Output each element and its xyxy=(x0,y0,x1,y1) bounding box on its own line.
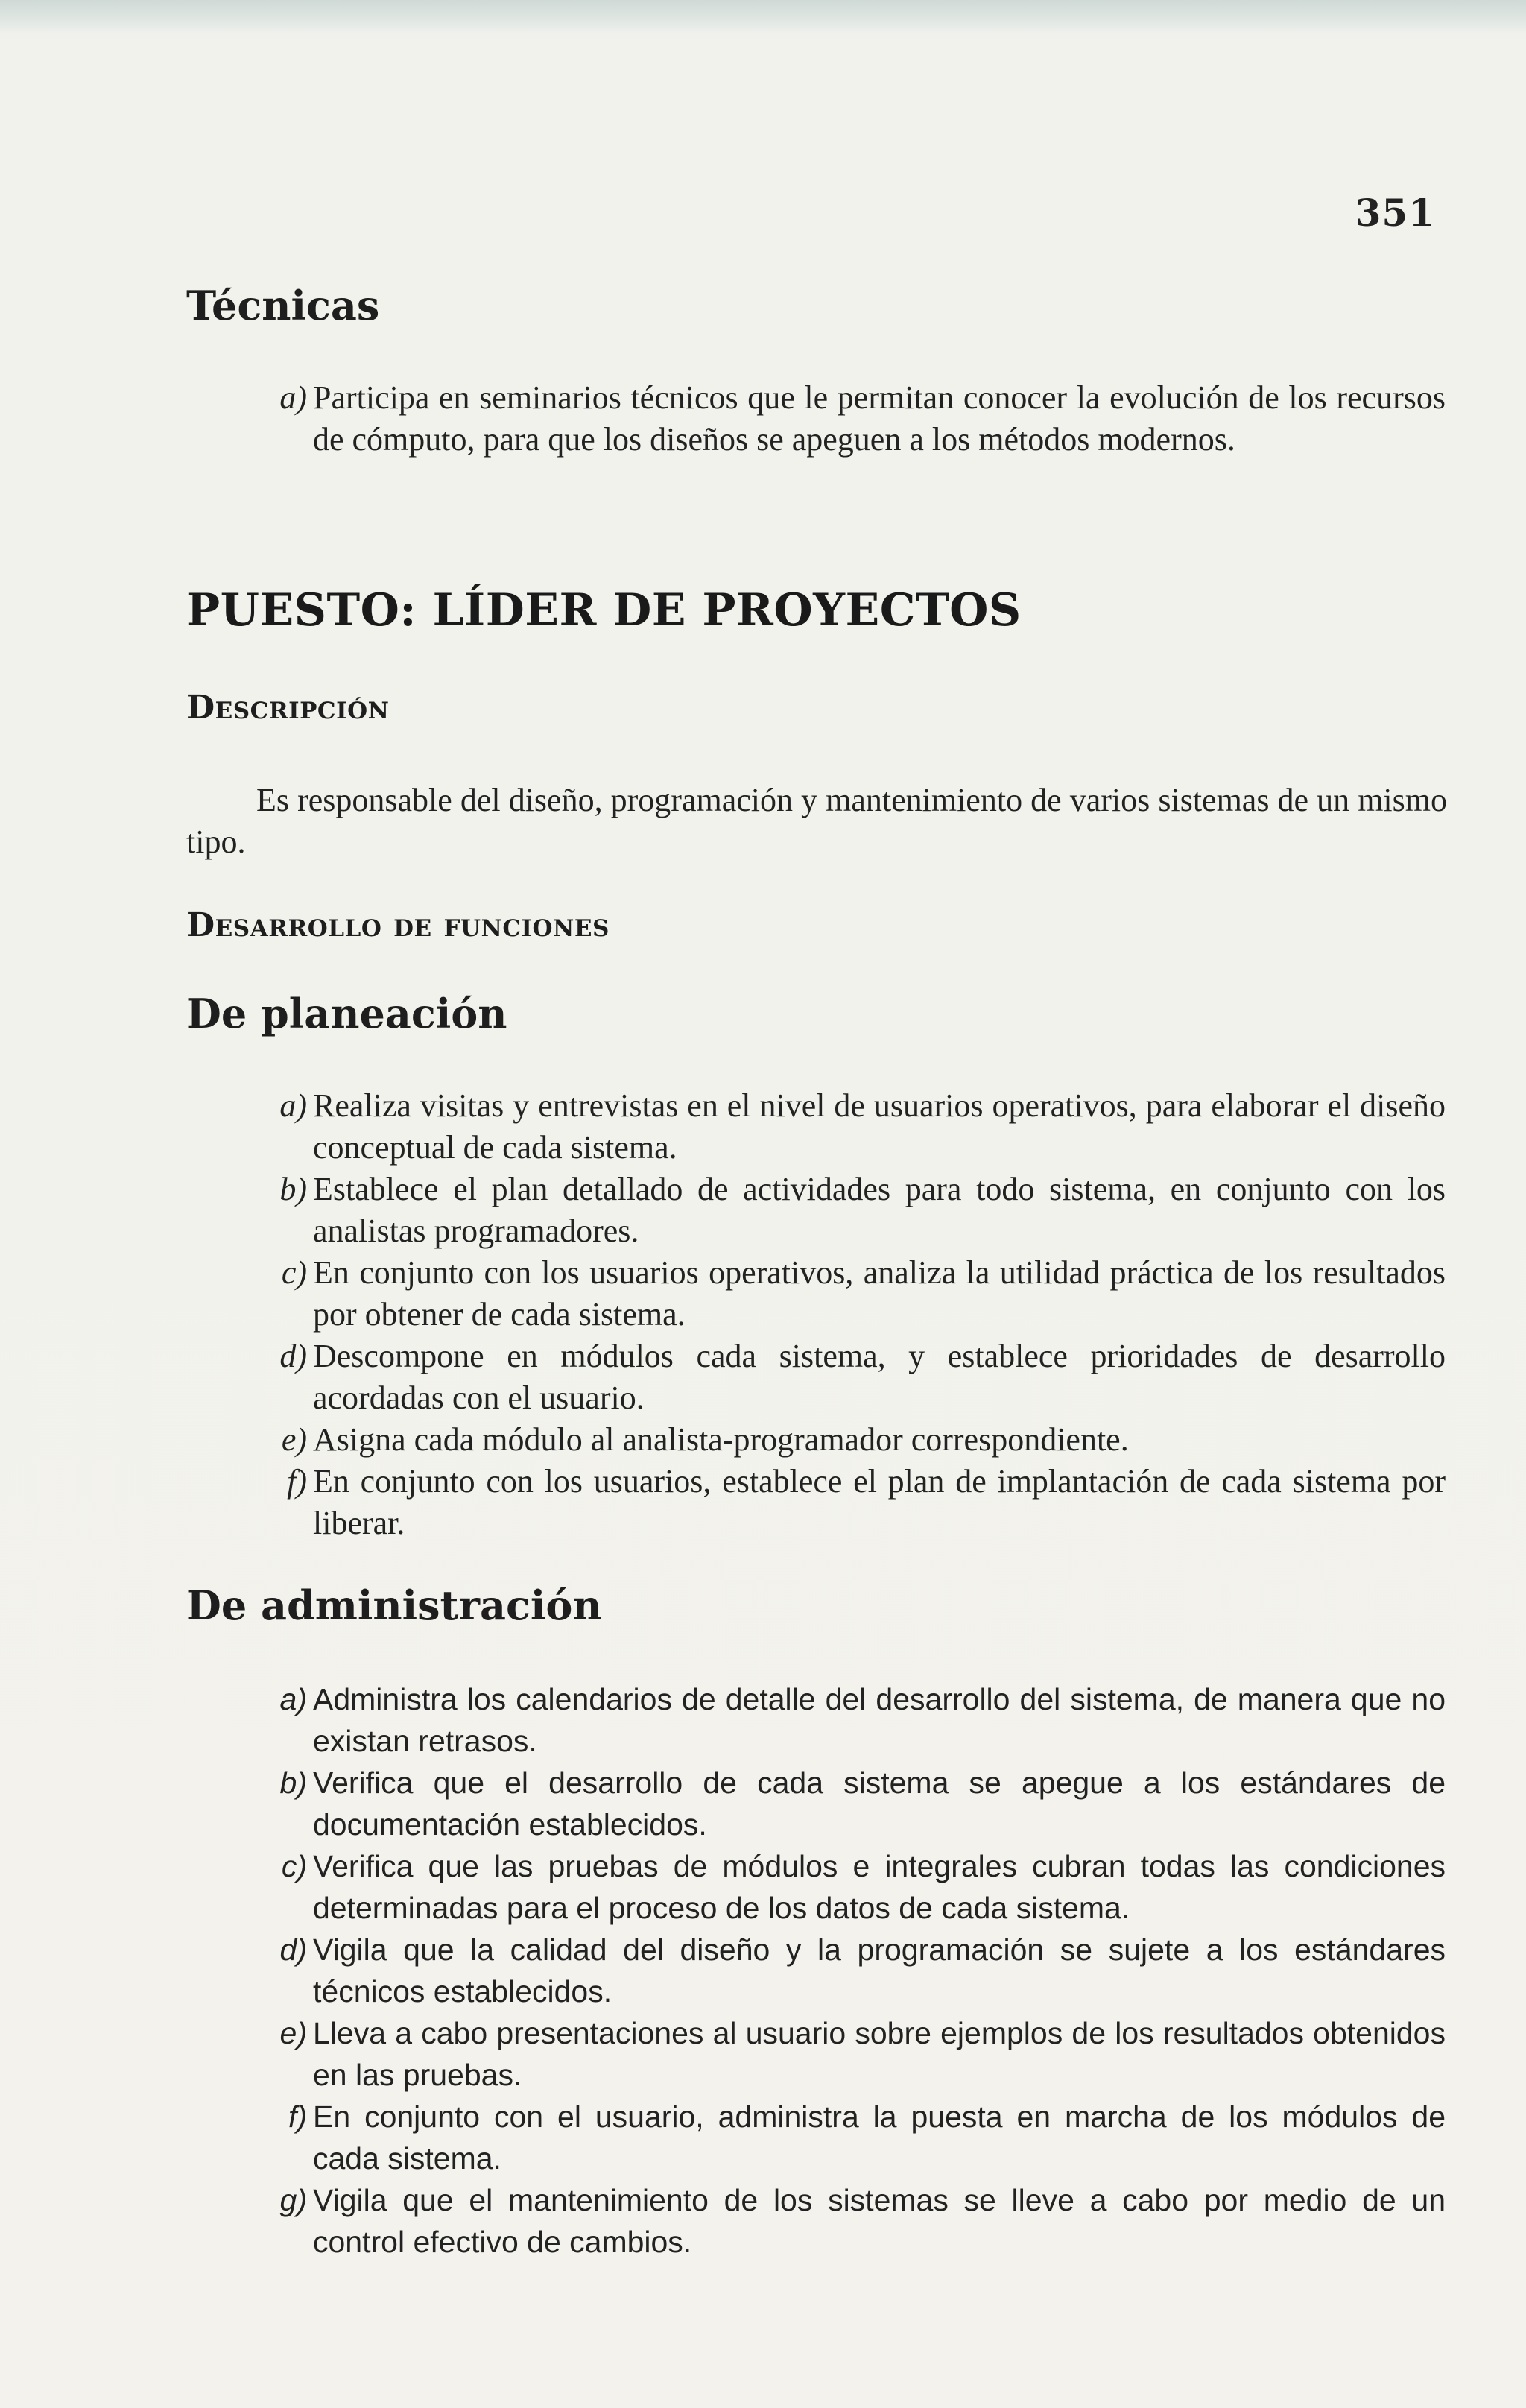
list-marker: f) xyxy=(287,1463,307,1500)
list-item-text: Vigila que la calidad del diseño y la programación se sujete a los estándares técnicos establecidos. xyxy=(313,1933,1446,2009)
list-item-text: Establece el plan detallado de actividades para todo sistema, en conjunto con los analistas programadores. xyxy=(313,1171,1446,1249)
section-heading-planeacion: De planeación xyxy=(186,990,507,1037)
subheading-descripcion: Descripción xyxy=(186,689,390,727)
list-item xyxy=(253,2012,1446,2096)
list-item-text: En conjunto con el usuario, administra la puesta en marcha de los módulos de cada sistema. xyxy=(313,2099,1446,2175)
list-item xyxy=(253,1085,1446,1169)
tecnicas-list xyxy=(253,377,1446,461)
list-marker: d) xyxy=(279,1933,307,1967)
position-title: PUESTO: LÍDER DE PROYECTOS xyxy=(186,584,1022,636)
list-marker: g) xyxy=(279,2183,307,2217)
list-item-text: En conjunto con los usuarios operativos, analiza la utilidad práctica de los resultados por obtener de cada sistema. xyxy=(313,1254,1446,1333)
list-item xyxy=(253,1678,1446,1762)
list-marker: b) xyxy=(279,1766,307,1800)
list-item-text: Participa en seminarios técnicos que le permitan conocer la evolución de los recursos de cómputo, para que los diseños se apeguen a los métodos modernos. xyxy=(313,379,1446,458)
list-item-text: Asigna cada módulo al analista-programador correspondiente. xyxy=(313,1421,1129,1458)
list-item xyxy=(253,1845,1446,1929)
descripcion-paragraph: Es responsable del diseño, programación y mantenimiento de varios sistemas de un mismo tipo. xyxy=(186,782,1447,860)
list-item-text: Vigila que el mantenimiento de los sistemas se lleve a cabo por medio de un control efectivo de cambios. xyxy=(313,2183,1446,2259)
list-marker: e) xyxy=(281,1421,307,1458)
list-item-text: Lleva a cabo presentaciones al usuario sobre ejemplos de los resultados obtenidos en las pruebas. xyxy=(313,2016,1446,2092)
list-item xyxy=(253,1252,1446,1336)
section-heading-administracion: De administración xyxy=(186,1581,602,1629)
list-item-text: Realiza visitas y entrevistas en el nivel de usuarios operativos, para elaborar el diseño conceptual de cada sistema. xyxy=(313,1087,1446,1166)
list-marker: a) xyxy=(279,379,307,416)
list-item xyxy=(253,377,1446,461)
list-marker: c) xyxy=(281,1849,307,1883)
page-number: 351 xyxy=(1355,191,1435,235)
administracion-list xyxy=(253,1678,1446,2263)
list-marker: e) xyxy=(279,2016,307,2050)
list-marker: c) xyxy=(281,1254,307,1291)
list-item-text: Administra los calendarios de detalle del desarrollo del sistema, de manera que no existan retrasos. xyxy=(313,1682,1446,1758)
list-item xyxy=(253,1461,1446,1544)
list-item xyxy=(253,1929,1446,2012)
list-marker: b) xyxy=(279,1171,307,1207)
list-item xyxy=(253,1336,1446,1419)
list-marker: a) xyxy=(279,1682,307,1716)
list-item-text: En conjunto con los usuarios, establece el plan de implantación de cada sistema por liberar. xyxy=(313,1463,1446,1541)
list-item xyxy=(253,1762,1446,1845)
list-item xyxy=(253,2096,1446,2179)
subheading-desarrollo-de-funciones: Desarrollo de funciones xyxy=(186,906,610,944)
list-item xyxy=(253,2179,1446,2263)
list-marker: f) xyxy=(288,2099,307,2134)
list-marker: d) xyxy=(279,1338,307,1374)
list-item-text: Verifica que las pruebas de módulos e integrales cubran todas las condiciones determinadas para el proceso de los datos de cada sistema. xyxy=(313,1849,1446,1925)
section-heading-tecnicas: Técnicas xyxy=(186,282,380,329)
list-item-text: Descompone en módulos cada sistema, y establece prioridades de desarrollo acordadas con el usuario. xyxy=(313,1338,1446,1416)
planeacion-list xyxy=(253,1085,1446,1544)
list-item-text: Verifica que el desarrollo de cada sistema se apegue a los estándares de documentación establecidos. xyxy=(313,1766,1446,1842)
page-top-edge xyxy=(0,0,1526,33)
list-item xyxy=(253,1169,1446,1252)
list-item xyxy=(253,1419,1446,1461)
list-marker: a) xyxy=(279,1087,307,1124)
